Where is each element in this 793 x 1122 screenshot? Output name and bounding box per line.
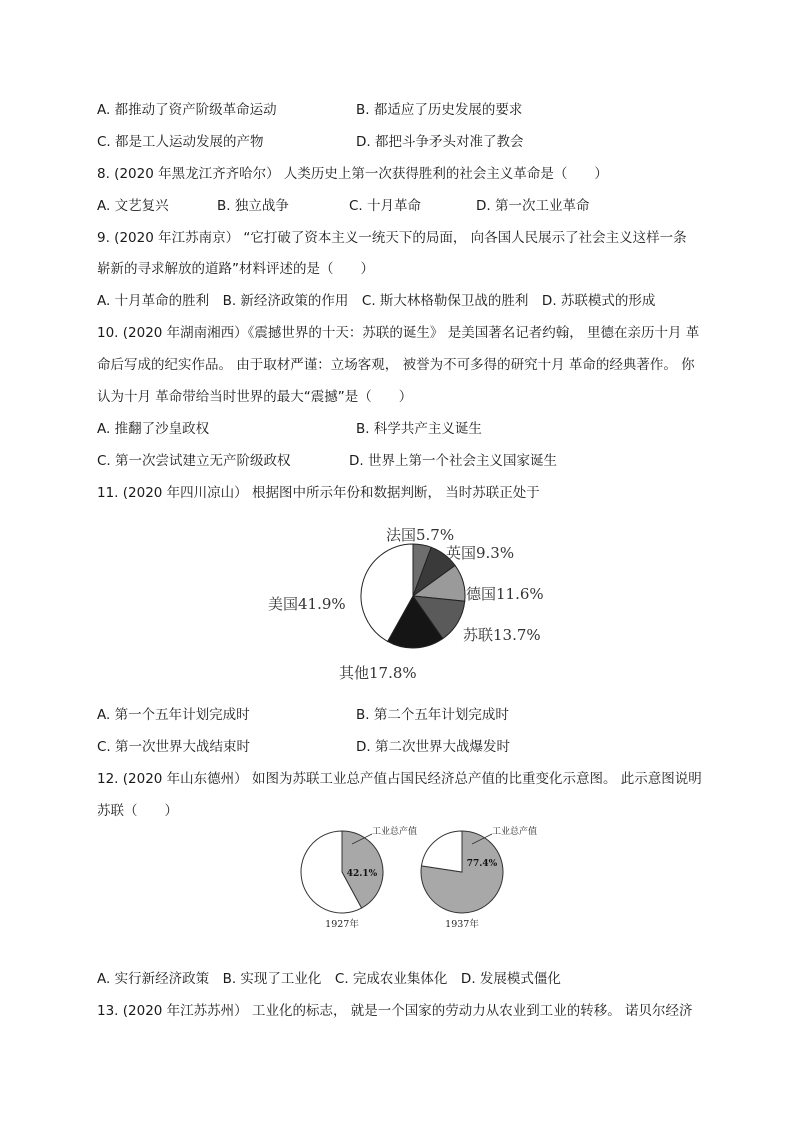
pie-1937-year-label: 1937年	[445, 919, 479, 930]
q11-option-b: B. 第二个五年计划完成时	[356, 707, 509, 723]
pie-1937-callout-label: 工业总产值	[492, 827, 538, 837]
q7-option-c: C. 都是工人运动发展的产物	[97, 134, 264, 150]
q9-stem-line1: 9. (2020 年江苏南京） “它打破了资本主义一统天下的局面， 向各国人民展示了社会主义这样一条	[97, 230, 687, 246]
pie-1937-percent-label: 77.4%	[466, 859, 498, 869]
q10-stem-line3: 认为十月 革命带给当时世界的最大“震撼”是（ ）	[97, 389, 413, 405]
q10-stem-line2: 命后写成的纪实作品。 由于取材严谨：立场客观， 被誉为不可多得的研究十月 革命的经典著作。 你	[97, 357, 695, 373]
world-industry-pie-chart	[260, 518, 560, 688]
pie-1927-year-label: 1927年	[325, 919, 359, 930]
q7-option-d: D. 都把斗争矛头对准了教会	[356, 134, 524, 150]
q8-option-b: B. 独立战争	[217, 198, 289, 214]
q8-option-a: A. 文艺复兴	[97, 198, 169, 214]
q10-option-c: C. 第一次尝试建立无产阶级政权	[97, 453, 291, 469]
soviet-industry-share-charts	[290, 820, 538, 938]
q11-option-d: D. 第二次世界大战爆发时	[356, 739, 510, 755]
q11-stem: 11. (2020 年四川凉山） 根据图中所示年份和数据判断， 当时苏联正处于	[97, 485, 540, 501]
q8-stem: 8. (2020 年黑龙江齐齐哈尔） 人类历史上第一次获得胜利的社会主义革命是（ ）	[97, 166, 608, 182]
q12-stem-line1: 12. (2020 年山东德州） 如图为苏联工业总产值占国民经济总产值的比重变化示意图。 此示意图说明	[97, 771, 702, 787]
q9-options: A. 十月革命的胜利 B. 新经济政策的作用 C. 斯大林格勒保卫战的胜利 D. 苏联模式的形成	[97, 293, 656, 309]
q8-option-d: D. 第一次工业革命	[476, 198, 590, 214]
q7-option-b: B. 都适应了历史发展的要求	[356, 102, 523, 118]
pie-label-其他: 其他17.8%	[339, 664, 417, 682]
q10-option-d: D. 世界上第一个社会主义国家诞生	[349, 453, 557, 469]
q7-option-a: A. 都推动了资产阶级革命运动	[97, 102, 277, 118]
q8-option-c: C. 十月革命	[349, 198, 422, 214]
pie-label-美国: 美国41.9%	[268, 595, 346, 613]
pie-label-法国: 法国5.7%	[386, 526, 455, 544]
q11-option-c: C. 第一次世界大战结束时	[97, 739, 251, 755]
pie-label-苏联: 苏联13.7%	[463, 626, 541, 644]
pie-1927-percent-label: 42.1%	[346, 869, 378, 879]
pie-1937-slice-1	[421, 831, 462, 872]
q10-option-b: B. 科学共产主义诞生	[356, 421, 482, 437]
pie-label-德国: 德国11.6%	[466, 585, 544, 603]
q12-options: A. 实行新经济政策 B. 实现了工业化 C. 完成农业集体化 D. 发展模式僵化	[97, 971, 561, 987]
q9-stem-line2: 崭新的寻求解放的道路”材料评述的是（ ）	[97, 261, 374, 277]
q13-stem-line1: 13. (2020 年江苏苏州） 工业化的标志， 就是一个国家的劳动力从农业到工业的转移。 诺贝尔经济	[97, 1003, 693, 1019]
q12-stem-line2: 苏联（ ）	[97, 803, 178, 819]
q10-option-a: A. 推翻了沙皇政权	[97, 421, 210, 437]
pie-label-英国: 英国9.3%	[446, 544, 515, 562]
q11-option-a: A. 第一个五年计划完成时	[97, 707, 250, 723]
pie-1927-callout-label: 工业总产值	[372, 827, 418, 837]
q10-stem-line1: 10. (2020 年湖南湘西）《震撼世界的十天：苏联的诞生》 是美国著名记者约翰， 里德在亲历十月 革	[97, 325, 700, 341]
